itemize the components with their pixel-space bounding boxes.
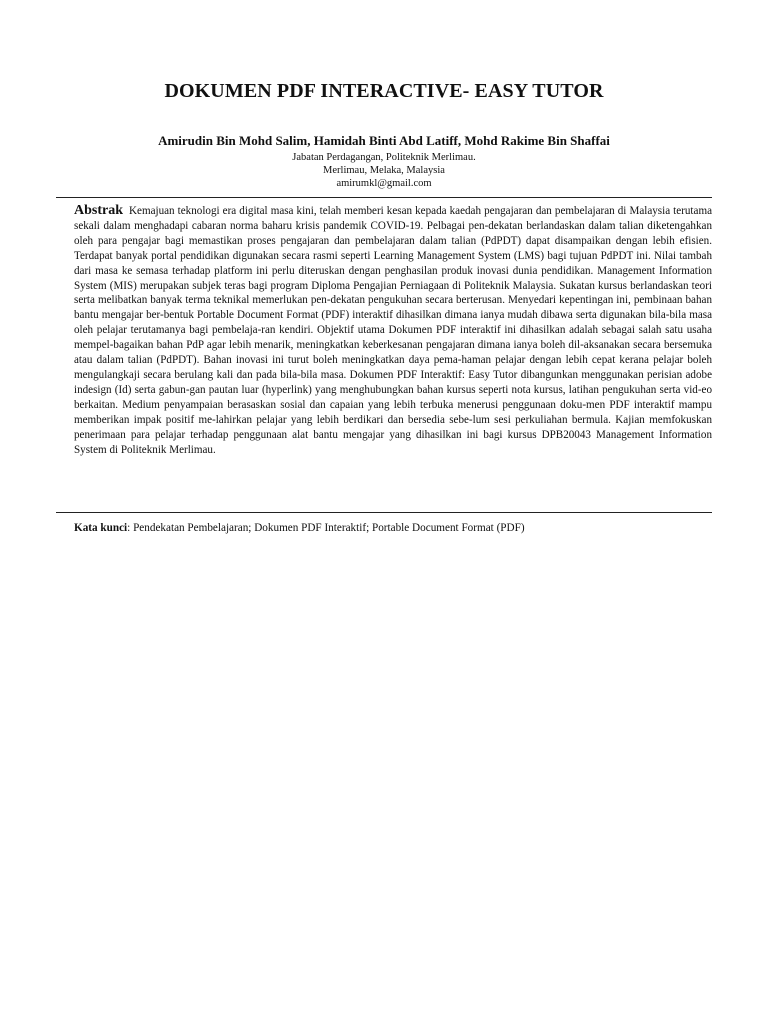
keywords-label: Kata kunci — [74, 522, 128, 534]
affiliation-department: Jabatan Perdagangan, Politeknik Merlimau. — [292, 152, 476, 163]
bottom-divider — [56, 512, 712, 513]
affiliation-location: Merlimau, Melaka, Malaysia — [323, 165, 445, 176]
keywords-separator: : — [127, 522, 134, 534]
abstract-body: Kemajuan teknologi era digital masa kini, telah memberi kesan kepada kaedah pengajaran dan pembelajaran di Malaysia terutama sekali dalam menghadapi cabaran norma baharu krisis pandemik COVID-19. Pelbagai pen-dekatan berlandaskan dalam talian diketengahkan oleh para pengajar bagi memastikan proses pengajaran dan pembelajaran dalam talian (PdPDT) dapat disampaikan dengan lebih efisien. Terdapat banyak portal pendidikan digunakan secara rasmi seperti Learning Management System (LMS) bagi tujuan PdPDT ini. Nilai tambah dari masa ke semasa terhadap platform ini perlu diteruskan dengan penghasilan produk inovasi dunia pendidikan. Management Information System (MIS) merupakan subjek teras bagi program Diploma Pengajian Perniagaan di Politeknik Malaysia. Sukatan kursus berlandaskan teori serta melibatkan banyak terma teknikal memerlukan pen-dekatan pengukuhan secara berterusan. Menyedari kepentingan ini, pembinaan bahan bantu mengajar ber-bentuk Portable Document Format (PDF) interaktif dihasilkan dimana ianya mudah dibawa serta digunakan bila-bila masa oleh pelajar terutamanya bagi pembelaja-ran kendiri. Objektif utama Dokumen PDF interaktif ini dihasilkan adalah sebagai salah satu usaha mempel-bagaikan bahan PdP agar lebih menarik, meningkatkan keberkesanan pengajaran dimana ianya boleh dil-aksanakan secara bersemuka atau dalam talian (PdPDT). Bahan inovasi ini turut boleh meningkatkan daya pema-haman pelajar dengan lebih cepat kerana pelajar boleh mengulangkaji secara berulang kali dan pada bila-bila masa. Dokumen PDF Interaktif: Easy Tutor dibangunkan menggunakan perisian adobe indesign (Id) serta gabun-gan pautan luar (hyperlink) yang menghubungkan bahan kursus seperti nota kursus, latihan pengukuhan serta vid-eo berkaitan. Medium penyampaian berasaskan sosial dan capaian yang lebih terbuka menerusi penggunaan doku-men PDF interaktif mampu memberikan impak positif me-lahirkan pelajar yang lebih berdikari dan bersedia sebe-lum sesi perkuliahan bermula. Kajian memfokuskan penerimaan para pelajar terhadap penggunaan alat bantu mengajar yang dihasilkan ini bagi kursus DPB20043 Management Information System di Politeknik Merlimau. — [74, 205, 712, 456]
author-email: amirumkl@gmail.com — [336, 178, 432, 189]
keywords-text: Pendekatan Pembelajaran; Dokumen PDF Interaktif; Portable Document Format (PDF) — [133, 522, 525, 534]
affiliation-block — [0, 151, 768, 190]
top-divider — [56, 197, 712, 198]
abstract-heading: Abstrak — [74, 203, 124, 218]
abstract-section — [74, 204, 712, 457]
author-list: Amirudin Bin Mohd Salim, Hamidah Binti Abd Latiff, Mohd Rakime Bin Shaffai — [158, 133, 610, 148]
paper-title: DOKUMEN PDF INTERACTIVE- EASY TUTOR — [164, 80, 604, 102]
keywords-section — [74, 521, 712, 535]
